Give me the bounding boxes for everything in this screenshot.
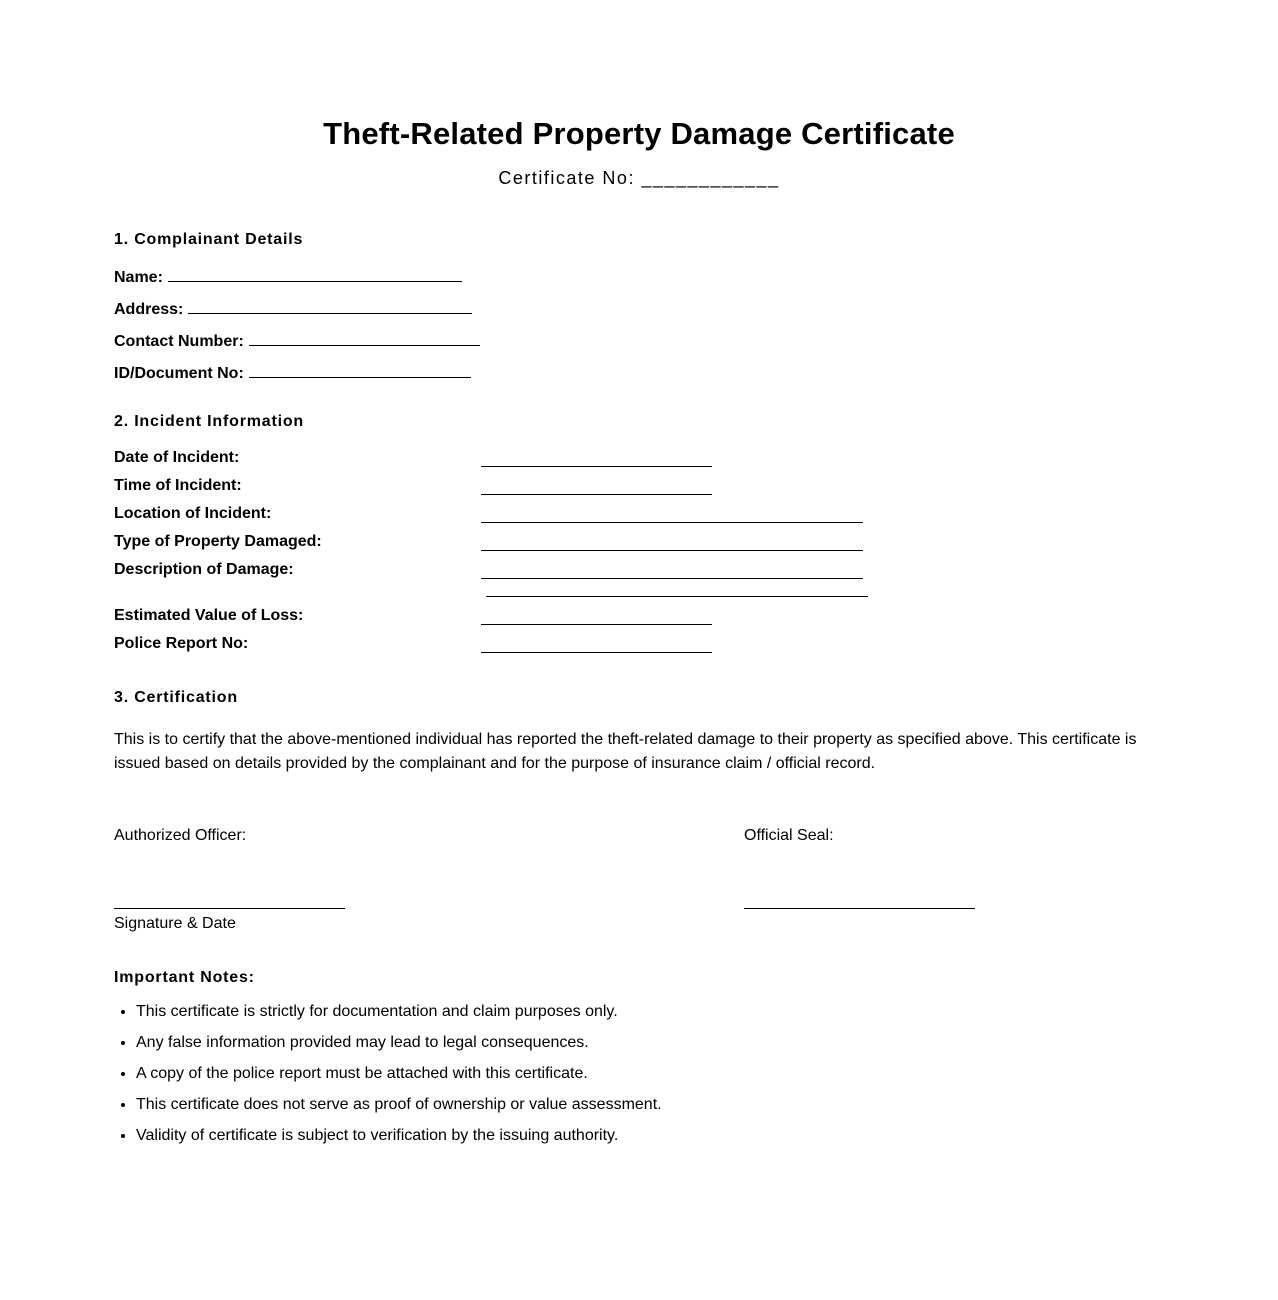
- page-title: Theft-Related Property Damage Certificate: [323, 116, 955, 151]
- name-input-line[interactable]: [168, 265, 462, 282]
- contact-number-field[interactable]: [114, 329, 480, 351]
- important-notes-heading: Important Notes:: [114, 969, 255, 986]
- police-report-label: Police Report No:: [114, 635, 249, 652]
- property-type-input-line[interactable]: [481, 550, 863, 551]
- date-of-incident-input-line[interactable]: [481, 466, 712, 467]
- important-notes-list: [114, 1001, 662, 1156]
- time-of-incident-input-line[interactable]: [481, 494, 712, 495]
- certification-section-heading: 3. Certification: [114, 689, 238, 706]
- contact-number-label: Contact Number:: [114, 333, 244, 350]
- name-label: Name:: [114, 269, 163, 286]
- address-input-line[interactable]: [188, 297, 472, 314]
- certification-text: This is to certify that the above-mentioned individual has reported the theft-related damage to their property as specified above. This certificate is issued based on details provided by the complainant and for the purpose of insurance claim / official record.: [114, 731, 1137, 772]
- time-of-incident-label: Time of Incident:: [114, 477, 242, 494]
- list-item: • Any false information provided may lead to legal consequences.: [136, 1032, 662, 1063]
- certificate-number: Certificate No: ____________: [498, 168, 780, 188]
- authorized-officer-label: Authorized Officer:: [114, 827, 247, 844]
- list-item: • Validity of certificate is subject to verification by the issuing authority.: [136, 1125, 662, 1156]
- description-of-damage-label: Description of Damage:: [114, 561, 294, 578]
- estimated-value-label: Estimated Value of Loss:: [114, 607, 304, 624]
- contact-number-input-line[interactable]: [249, 329, 480, 346]
- id-document-label: ID/Document No:: [114, 365, 244, 382]
- official-seal-label: Official Seal:: [744, 827, 834, 844]
- complainant-section-heading: 1. Complainant Details: [114, 231, 304, 248]
- incident-section-heading: 2. Incident Information: [114, 413, 304, 430]
- address-field[interactable]: [114, 297, 472, 319]
- officer-signature-line[interactable]: [114, 908, 345, 909]
- list-item: • This certificate is strictly for documentation and claim purposes only.: [136, 1001, 662, 1032]
- estimated-value-input-line[interactable]: [481, 624, 712, 625]
- list-item: • This certificate does not serve as proof of ownership or value assessment.: [136, 1094, 662, 1125]
- location-of-incident-input-line[interactable]: [481, 522, 863, 523]
- description-of-damage-input-line-2[interactable]: [486, 596, 868, 597]
- address-label: Address:: [114, 301, 184, 318]
- property-type-label: Type of Property Damaged:: [114, 533, 322, 550]
- official-seal-line[interactable]: [744, 908, 975, 909]
- signature-date-caption: Signature & Date: [114, 915, 236, 932]
- id-document-field[interactable]: [114, 361, 471, 383]
- date-of-incident-label: Date of Incident:: [114, 449, 240, 466]
- id-document-input-line[interactable]: [249, 361, 471, 378]
- list-item: • A copy of the police report must be attached with this certificate.: [136, 1063, 662, 1094]
- name-field[interactable]: [114, 265, 462, 287]
- description-of-damage-input-line-1[interactable]: [481, 578, 863, 579]
- location-of-incident-label: Location of Incident:: [114, 505, 272, 522]
- police-report-input-line[interactable]: [481, 652, 712, 653]
